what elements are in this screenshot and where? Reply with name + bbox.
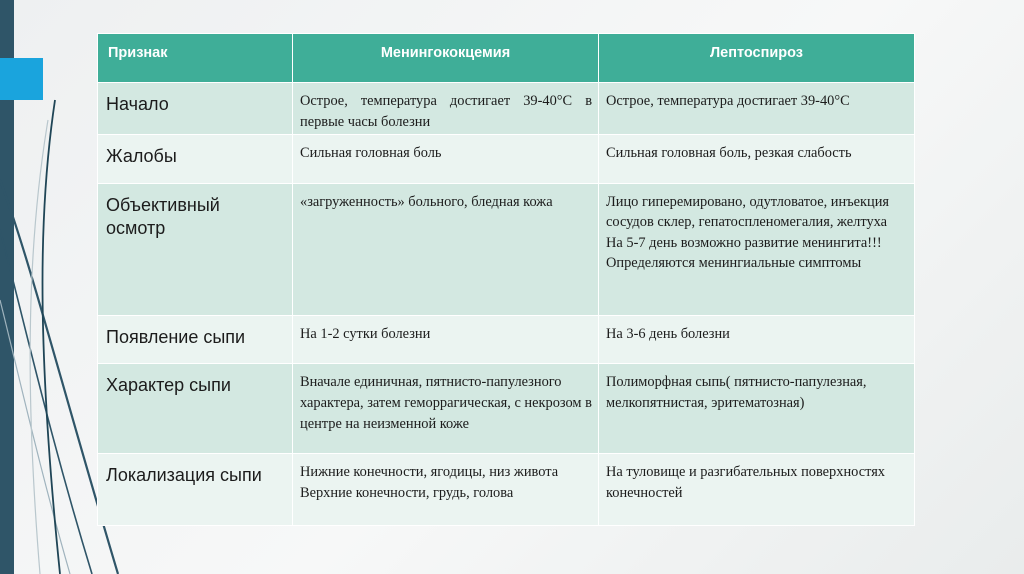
table-row (98, 316, 915, 364)
comparison-table (97, 33, 915, 526)
cell-leptospirosis (599, 83, 915, 135)
cell-text: Острое, температура достигает 39-40°С в первые часы болезни (300, 93, 592, 130)
cell-leptospirosis (599, 454, 915, 526)
table-row (98, 454, 915, 526)
row-label: Локализация сыпи (98, 454, 293, 526)
cell-leptospirosis (599, 364, 915, 454)
cell-text: На 1-2 сутки болезни (300, 326, 431, 342)
cell-text: Вначале единичная, пятнисто-папулезного характера, затем геморрагическая, с некрозом в центре на неизменной коже (300, 374, 592, 432)
row-label: Характер сыпи (98, 364, 293, 454)
cell-text: Острое, температура достигает 39-40°С (606, 93, 850, 109)
cell-text: Полиморфная сыпь( пятнисто-папулезная, мелкопятнистая, эритематозная) (606, 374, 867, 411)
table-header-row (98, 34, 915, 83)
cell-text: «загруженность» больного, бледная кожа (300, 194, 553, 210)
row-label: Жалобы (98, 135, 293, 184)
header-meningococcemia: Менингококцемия (293, 34, 599, 83)
cell-text: На 3-6 день болезни (606, 326, 730, 342)
cell-meningococcemia (293, 135, 599, 184)
cell-text: Верхние конечности, грудь, голова (300, 484, 514, 501)
cell-text: Нижние конечности, ягодицы, низ живота (300, 464, 559, 480)
cell-text: Лицо гиперемировано, одутловатое, инъекция сосудов склер, гепатоспленомегалия, желтуха (606, 194, 890, 231)
cell-meningococcemia (293, 83, 599, 135)
table-row (98, 184, 915, 316)
cell-meningococcemia (293, 454, 599, 526)
cell-leptospirosis (599, 135, 915, 184)
table-row (98, 135, 915, 184)
row-label: Объективный осмотр (98, 184, 293, 316)
cell-text: На 5-7 день возможно развитие менингита!!! Определяются менингиальные симптомы (606, 234, 882, 272)
cell-leptospirosis (599, 316, 915, 364)
header-feature: Признак (98, 34, 293, 83)
cell-meningococcemia (293, 364, 599, 454)
row-label: Начало (98, 83, 293, 135)
header-leptospirosis: Лептоспироз (599, 34, 915, 83)
cell-meningococcemia (293, 184, 599, 316)
cell-text: Сильная головная боль (300, 145, 442, 161)
cell-text: На туловище и разгибательных поверхностях конечностей (606, 464, 886, 501)
table-row (98, 364, 915, 454)
cell-leptospirosis (599, 184, 915, 316)
row-label: Появление сыпи (98, 316, 293, 364)
cell-meningococcemia (293, 316, 599, 364)
table-row (98, 83, 915, 135)
cell-text: Сильная головная боль, резкая слабость (606, 145, 852, 161)
